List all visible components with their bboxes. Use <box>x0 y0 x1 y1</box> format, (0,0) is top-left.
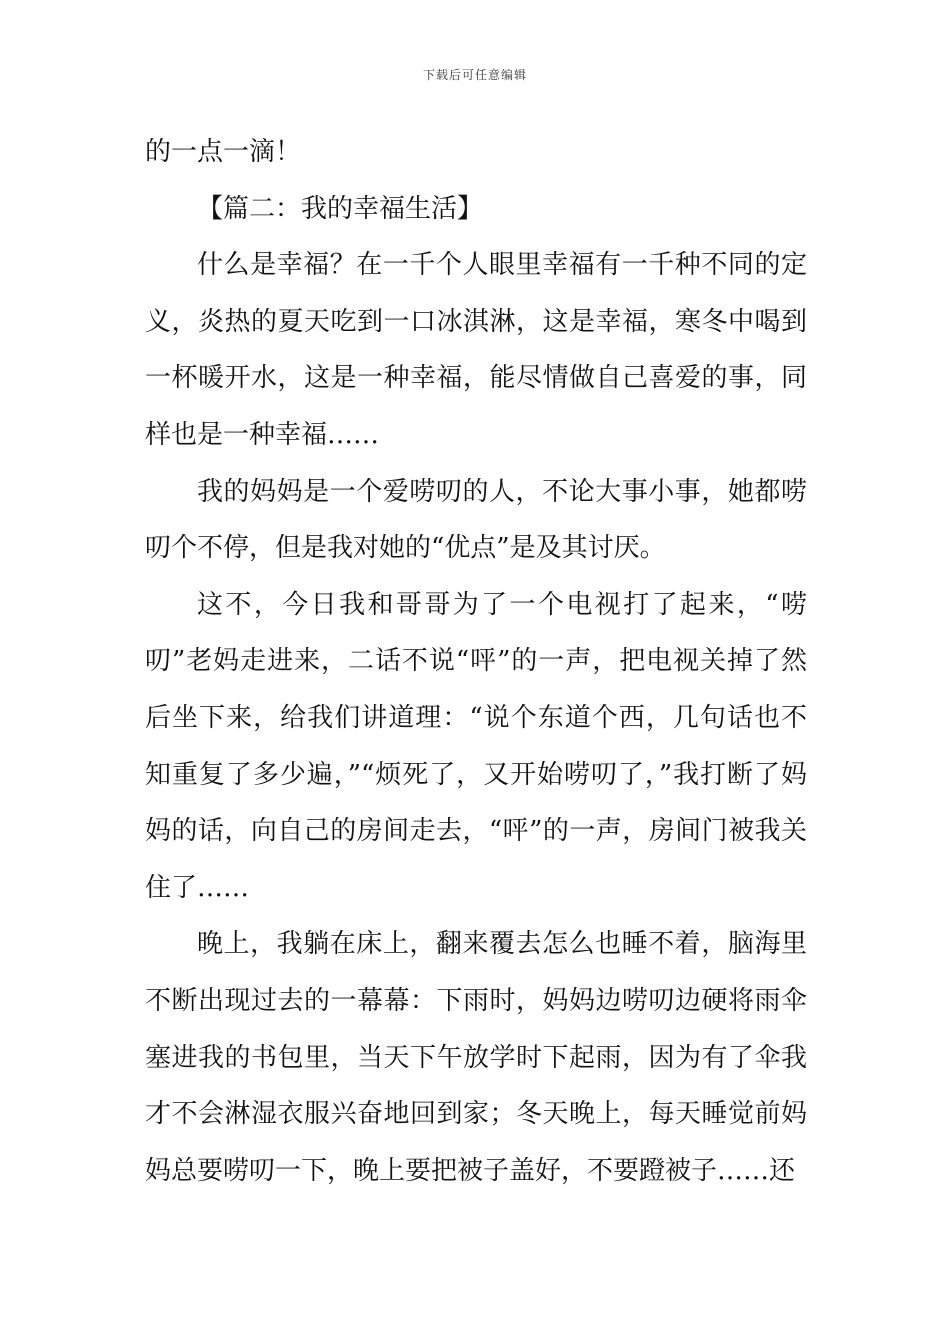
document-body <box>145 124 807 1199</box>
paragraph: 的一点一滴！ <box>145 137 302 167</box>
paragraph: 晚上，我躺在床上，翻来覆去怎么也睡不着，脑海里不断出现过去的一幕幕：下雨时，妈妈边唠叨边硬将雨伞塞进我的书包里，当天下午放学时下起雨，因为有了伞我才不会淋湿衣服兴奋地回到家；冬天晚上，每天睡觉前妈妈总要唠叨一下，晚上要把被子盖好，不要蹬被子……还 <box>145 929 807 1186</box>
section-heading: 【篇二：我的幸福生活】 <box>197 193 484 224</box>
paragraph: 我的妈妈是一个爱唠叨的人，不论大事小事，她都唠叨个不停，但是我对她的“优点”是及其讨厌。 <box>145 476 807 564</box>
header-note: 下载后可任意编辑 <box>422 68 527 82</box>
paragraph: 什么是幸福？在一千个人眼里幸福有一千种不同的定义，炎热的夏天吃到一口冰淇淋，这是幸福，寒冬中喝到一杯暖开水，这是一种幸福，能尽情做自己喜爱的事，同样也是一种幸福…… <box>145 250 807 450</box>
paragraph: 这不，今日我和哥哥为了一个电视打了起来，“唠叨”老妈走进来，二话不说“呯”的一声，把电视关掉了然后坐下来，给我们讲道理：“说个东道个西，几句话也不知重复了多少遍，”“烦死了，又开始唠叨了，”我打断了妈妈的话，向自己的房间走去，“呯”的一声，房间门被我关住了…… <box>145 589 807 903</box>
